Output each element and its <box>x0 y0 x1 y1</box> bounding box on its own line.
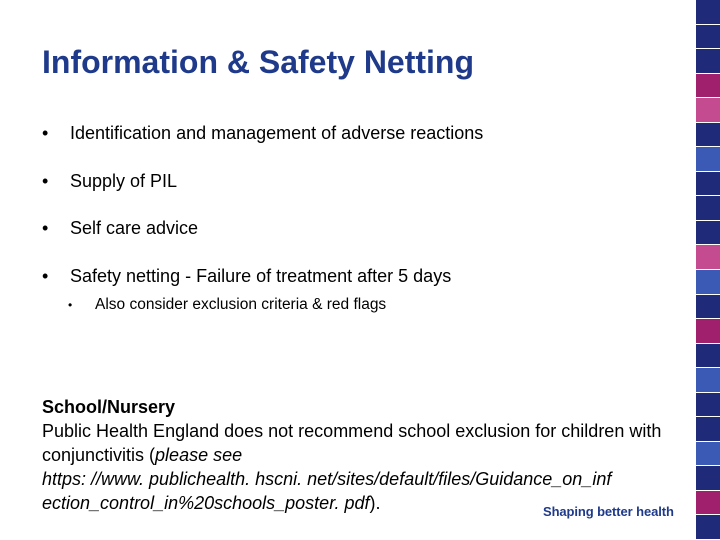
bullet-item <box>42 121 682 145</box>
please-see-text: please see <box>155 445 243 465</box>
side-bar-stripe <box>696 368 720 393</box>
bullet-label: Safety netting - Failure of treatment after 5 days <box>70 265 452 286</box>
tagline: Shaping better health <box>543 504 674 519</box>
school-heading: School/Nursery <box>42 397 176 417</box>
school-text-end: ). <box>369 493 381 513</box>
decorative-side-bar <box>696 0 720 540</box>
side-bar-stripe <box>696 442 720 467</box>
bullet-item <box>42 216 682 240</box>
school-paragraph <box>42 419 682 515</box>
bullet-dot-icon: • <box>42 170 49 191</box>
bullet-item <box>42 169 682 193</box>
side-bar-stripe <box>696 319 720 344</box>
side-bar-stripe <box>696 147 720 172</box>
slide-title: Information & Safety Netting <box>42 44 475 80</box>
side-bar-stripe <box>696 0 720 25</box>
bullet-list <box>42 121 682 315</box>
side-bar-stripe <box>696 123 720 148</box>
side-bar-stripe <box>696 98 720 123</box>
side-bar-stripe <box>696 25 720 50</box>
side-bar-stripe <box>696 49 720 74</box>
side-bar-stripe <box>696 172 720 197</box>
side-bar-stripe <box>696 295 720 320</box>
side-bar-stripe <box>696 245 720 270</box>
side-bar-stripe <box>696 466 720 491</box>
guidance-url-part2: ection_control_in%20schools_poster. pdf <box>42 493 370 513</box>
side-bar-stripe <box>696 491 720 516</box>
school-text-intro: Public Health England does not recommend school exclusion for children with conjunctivitis ( <box>42 421 662 465</box>
side-bar-stripe <box>696 196 720 221</box>
bullet-dot-icon: • <box>42 123 49 143</box>
sub-bullet-item <box>42 295 682 315</box>
side-bar-stripe <box>696 221 720 246</box>
bullet-dot-icon: • <box>42 218 49 238</box>
school-nursery-section <box>42 395 682 515</box>
side-bar-stripe <box>696 515 720 540</box>
side-bar-stripe <box>696 417 720 442</box>
sub-bullet-dot-icon: • <box>68 297 73 312</box>
bullet-label: Self care advice <box>70 218 199 238</box>
side-bar-stripe <box>696 270 720 295</box>
bullet-item <box>42 264 682 288</box>
guidance-url-part1: https: //www. publichealth. hscni. net/sites/default/files/Guidance_on_inf <box>42 469 612 489</box>
bullet-dot-icon: • <box>42 265 49 286</box>
side-bar-stripe <box>696 344 720 369</box>
side-bar-stripe <box>696 393 720 418</box>
bullet-label: Identification and management of adverse reactions <box>70 123 484 143</box>
side-bar-stripe <box>696 74 720 99</box>
sub-bullet-label: Also consider exclusion criteria & red flags <box>95 295 387 313</box>
bullet-label: Supply of PIL <box>70 170 178 191</box>
